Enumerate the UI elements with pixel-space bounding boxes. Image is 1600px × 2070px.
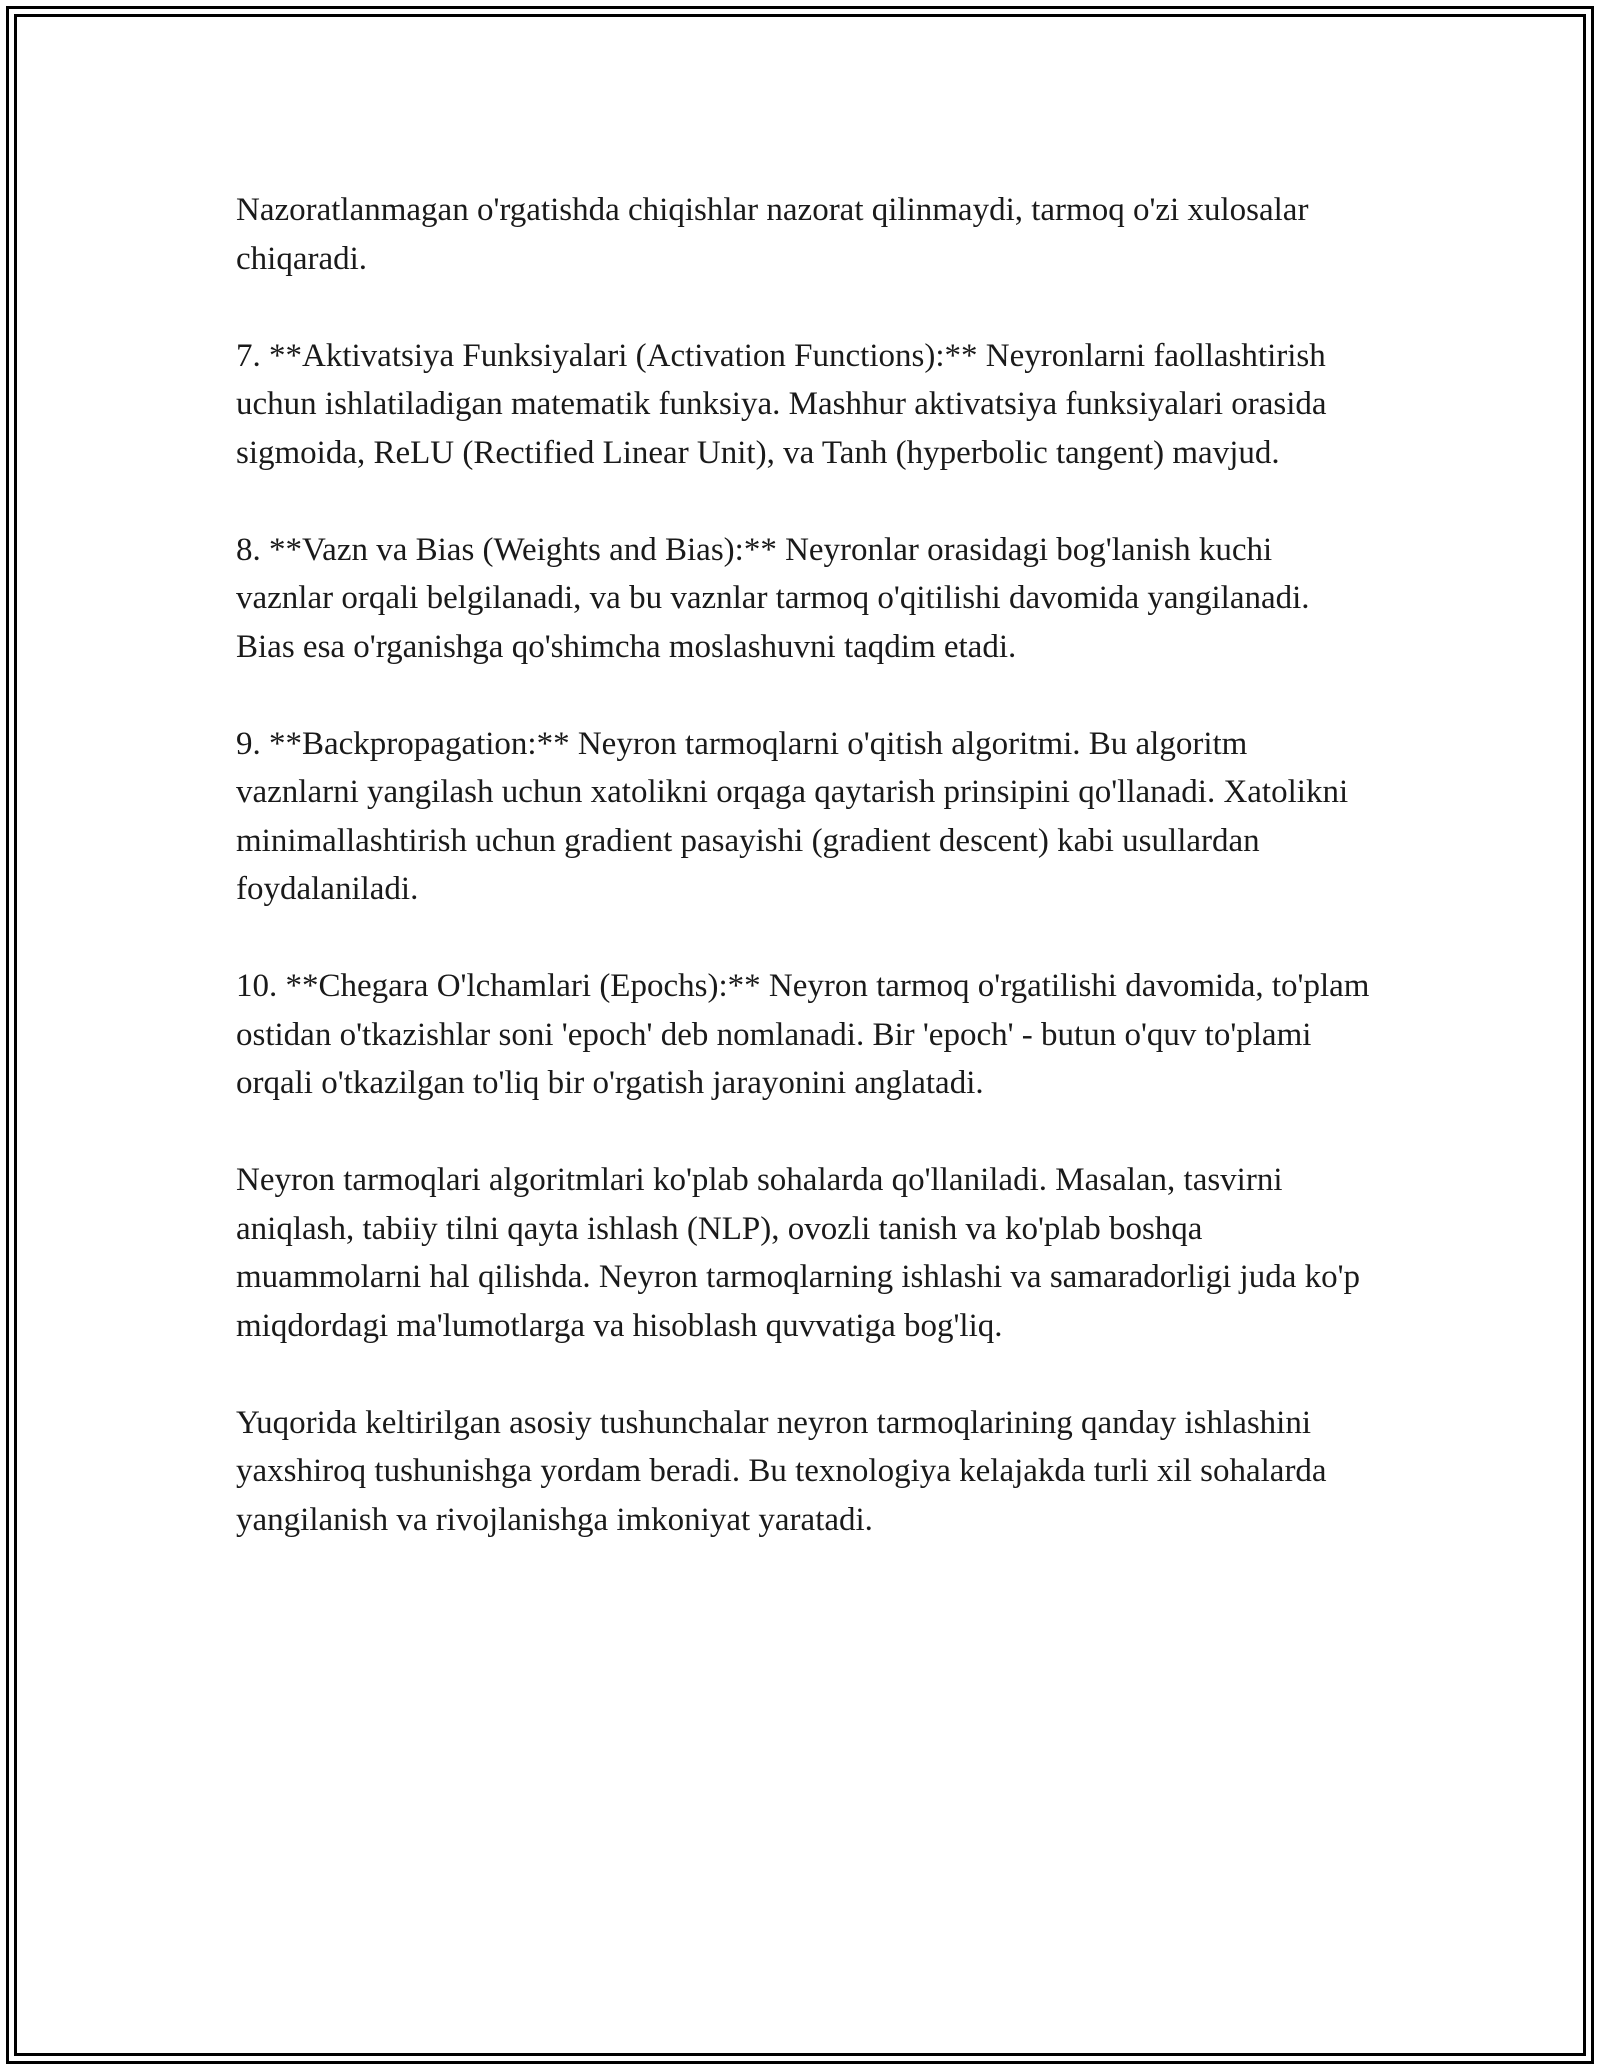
paragraph-applications: Neyron tarmoqlari algoritmlari ko'plab sohalarda qo'llaniladi. Masalan, tasvirni aniqlash, tabiiy tilni qayta ishlash (NLP), ovozli tanish va ko'plab boshqa muammolarni hal qilishda. Neyron tarmoqlarning ishlashi va samaradorligi juda ko'p miqdordagi ma'lumotlarga va hisoblash quvvatiga bog'liq. <box>236 1162 1361 1344</box>
paragraph-weights-and-bias: 8. **Vazn va Bias (Weights and Bias):** Neyronlar orasidagi bog'lanish kuchi vaznlar orqali belgilanadi, va bu vaznlar tarmoq o'qitilishi davomida yangilanadi. Bias esa o'rganishga qo'shimcha moslashuvni taqdim etadi. <box>236 531 1310 665</box>
paragraph-activation-functions: 7. **Aktivatsiya Funksiyalari (Activation Functions):** Neyronlarni faollashtirish uchun ishlatiladigan matematik funksiya. Mashhur aktivatsiya funksiyalari orasida sigmoida, ReLU (Rectified Linear Unit), va Tanh (hyperbolic tangent) mavjud. <box>236 337 1327 471</box>
paragraph-unsupervised-conclusion: Nazoratlanmagan o'rgatishda chiqishlar nazorat qilinmaydi, tarmoq o'zi xulosalar chiqaradi. <box>236 192 1309 277</box>
paragraph-backpropagation: 9. **Backpropagation:** Neyron tarmoqlarni o'qitish algoritmi. Bu algoritm vaznlarni yangilash uchun xatolikni orqaga qaytarish prinsipini qo'llanadi. Xatolikni minimallashtirish uchun gradient pasayishi (gradient descent) kabi usullardan foydalaniladi. <box>236 725 1349 907</box>
paragraph-conclusion: Yuqorida keltirilgan asosiy tushunchalar neyron tarmoqlarining qanday ishlashini yaxshiroq tushunishga yordam beradi. Bu texnologiya kelajakda turli xil sohalarda yangilanish va rivojlanishga imkoniyat yaratadi. <box>236 1404 1327 1538</box>
document-body <box>236 186 1376 1593</box>
paragraph-epochs: 10. **Chegara O'lchamlari (Epochs):** Neyron tarmoq o'rgatilishi davomida, to'plam ostidan o'tkazishlar soni 'epoch' deb nomlanadi. Bir 'epoch' - butun o'quv to'plami orqali o'tkazilgan to'liq bir o'rgatish jarayonini anglatadi. <box>236 968 1370 1101</box>
